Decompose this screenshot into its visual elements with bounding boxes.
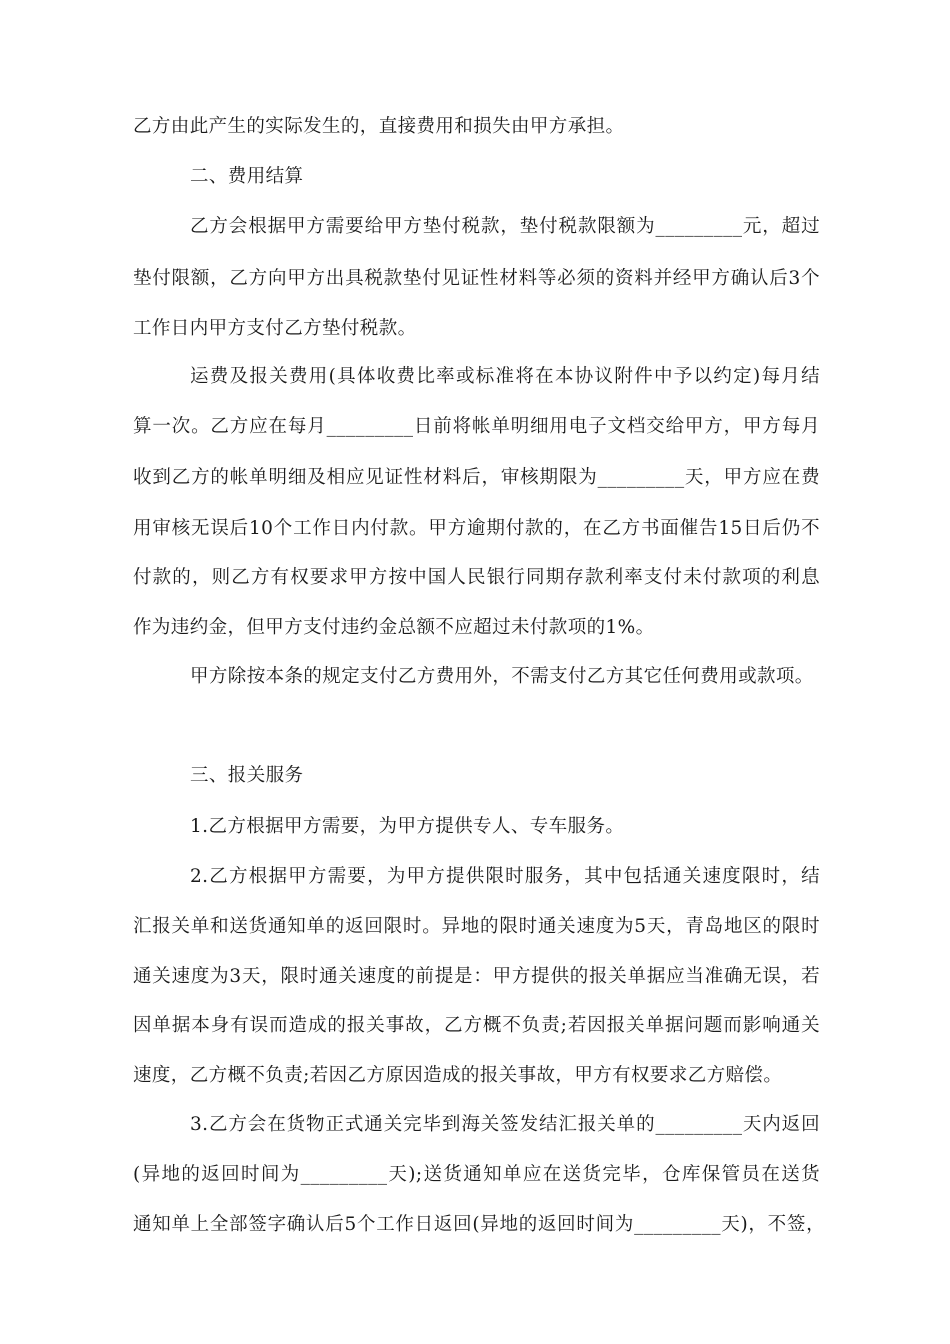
text-line: 运费及报关费用(具体收费比率或标准将在本协议附件中予以约定)每月结 (190, 366, 820, 387)
text-line: 付款的，则乙方有权要求甲方按中国人民银行同期存款利率支付未付款项的利息 (133, 567, 820, 588)
text-line: 乙方由此产生的实际发生的，直接费用和损失由甲方承担。 (133, 116, 625, 137)
text-line: 通知单上全部签字确认后5个工作日返回(异地的返回时间为_________天)，不签， (133, 1214, 825, 1235)
text-line: 速度，乙方概不负责;若因乙方原因造成的报关事故，甲方有权要求乙方赔偿。 (133, 1065, 783, 1086)
text-line: 用审核无误后10个工作日内付款。甲方逾期付款的，在乙方书面催告15日后仍不 (133, 518, 820, 539)
text-line: 算一次。乙方应在每月_________日前将帐单明细用电子文档交给甲方，甲方每月 (133, 416, 820, 437)
text-line: 汇报关单和送货通知单的返回限时。异地的限时通关速度为5天，青岛地区的限时 (133, 916, 820, 937)
section-heading: 三、报关服务 (190, 765, 304, 786)
text-line: 因单据本身有误而造成的报关事故，乙方概不负责;若因报关单据问题而影响通关 (133, 1015, 820, 1036)
text-line: 甲方除按本条的规定支付乙方费用外，不需支付乙方其它任何费用或款项。 (190, 666, 814, 687)
section-heading: 二、费用结算 (190, 166, 304, 187)
text-line: 1.乙方根据甲方需要，为甲方提供专人、专车服务。 (190, 816, 625, 837)
text-line: (异地的返回时间为_________天);送货通知单应在送货完毕，仓库保管员在送货 (133, 1164, 820, 1185)
text-line: 乙方会根据甲方需要给甲方垫付税款，垫付税款限额为_________元，超过 (190, 216, 820, 237)
text-line: 工作日内甲方支付乙方垫付税款。 (133, 318, 417, 339)
text-line: 作为违约金，但甲方支付违约金总额不应超过未付款项的1%。 (133, 617, 655, 638)
text-line: 3.乙方会在货物正式通关完毕到海关签发结汇报关单的_________天内返回 (190, 1114, 820, 1135)
text-line: 2.乙方根据甲方需要，为甲方提供限时服务，其中包括通关速度限时，结 (190, 866, 820, 887)
text-line: 垫付限额，乙方向甲方出具税款垫付见证性材料等必须的资料并经甲方确认后3个 (133, 268, 820, 289)
text-line: 收到乙方的帐单明细及相应见证性材料后，审核期限为_________天，甲方应在费 (133, 467, 820, 488)
text-line: 通关速度为3天，限时通关速度的前提是：甲方提供的报关单据应当准确无误，若 (133, 966, 820, 987)
